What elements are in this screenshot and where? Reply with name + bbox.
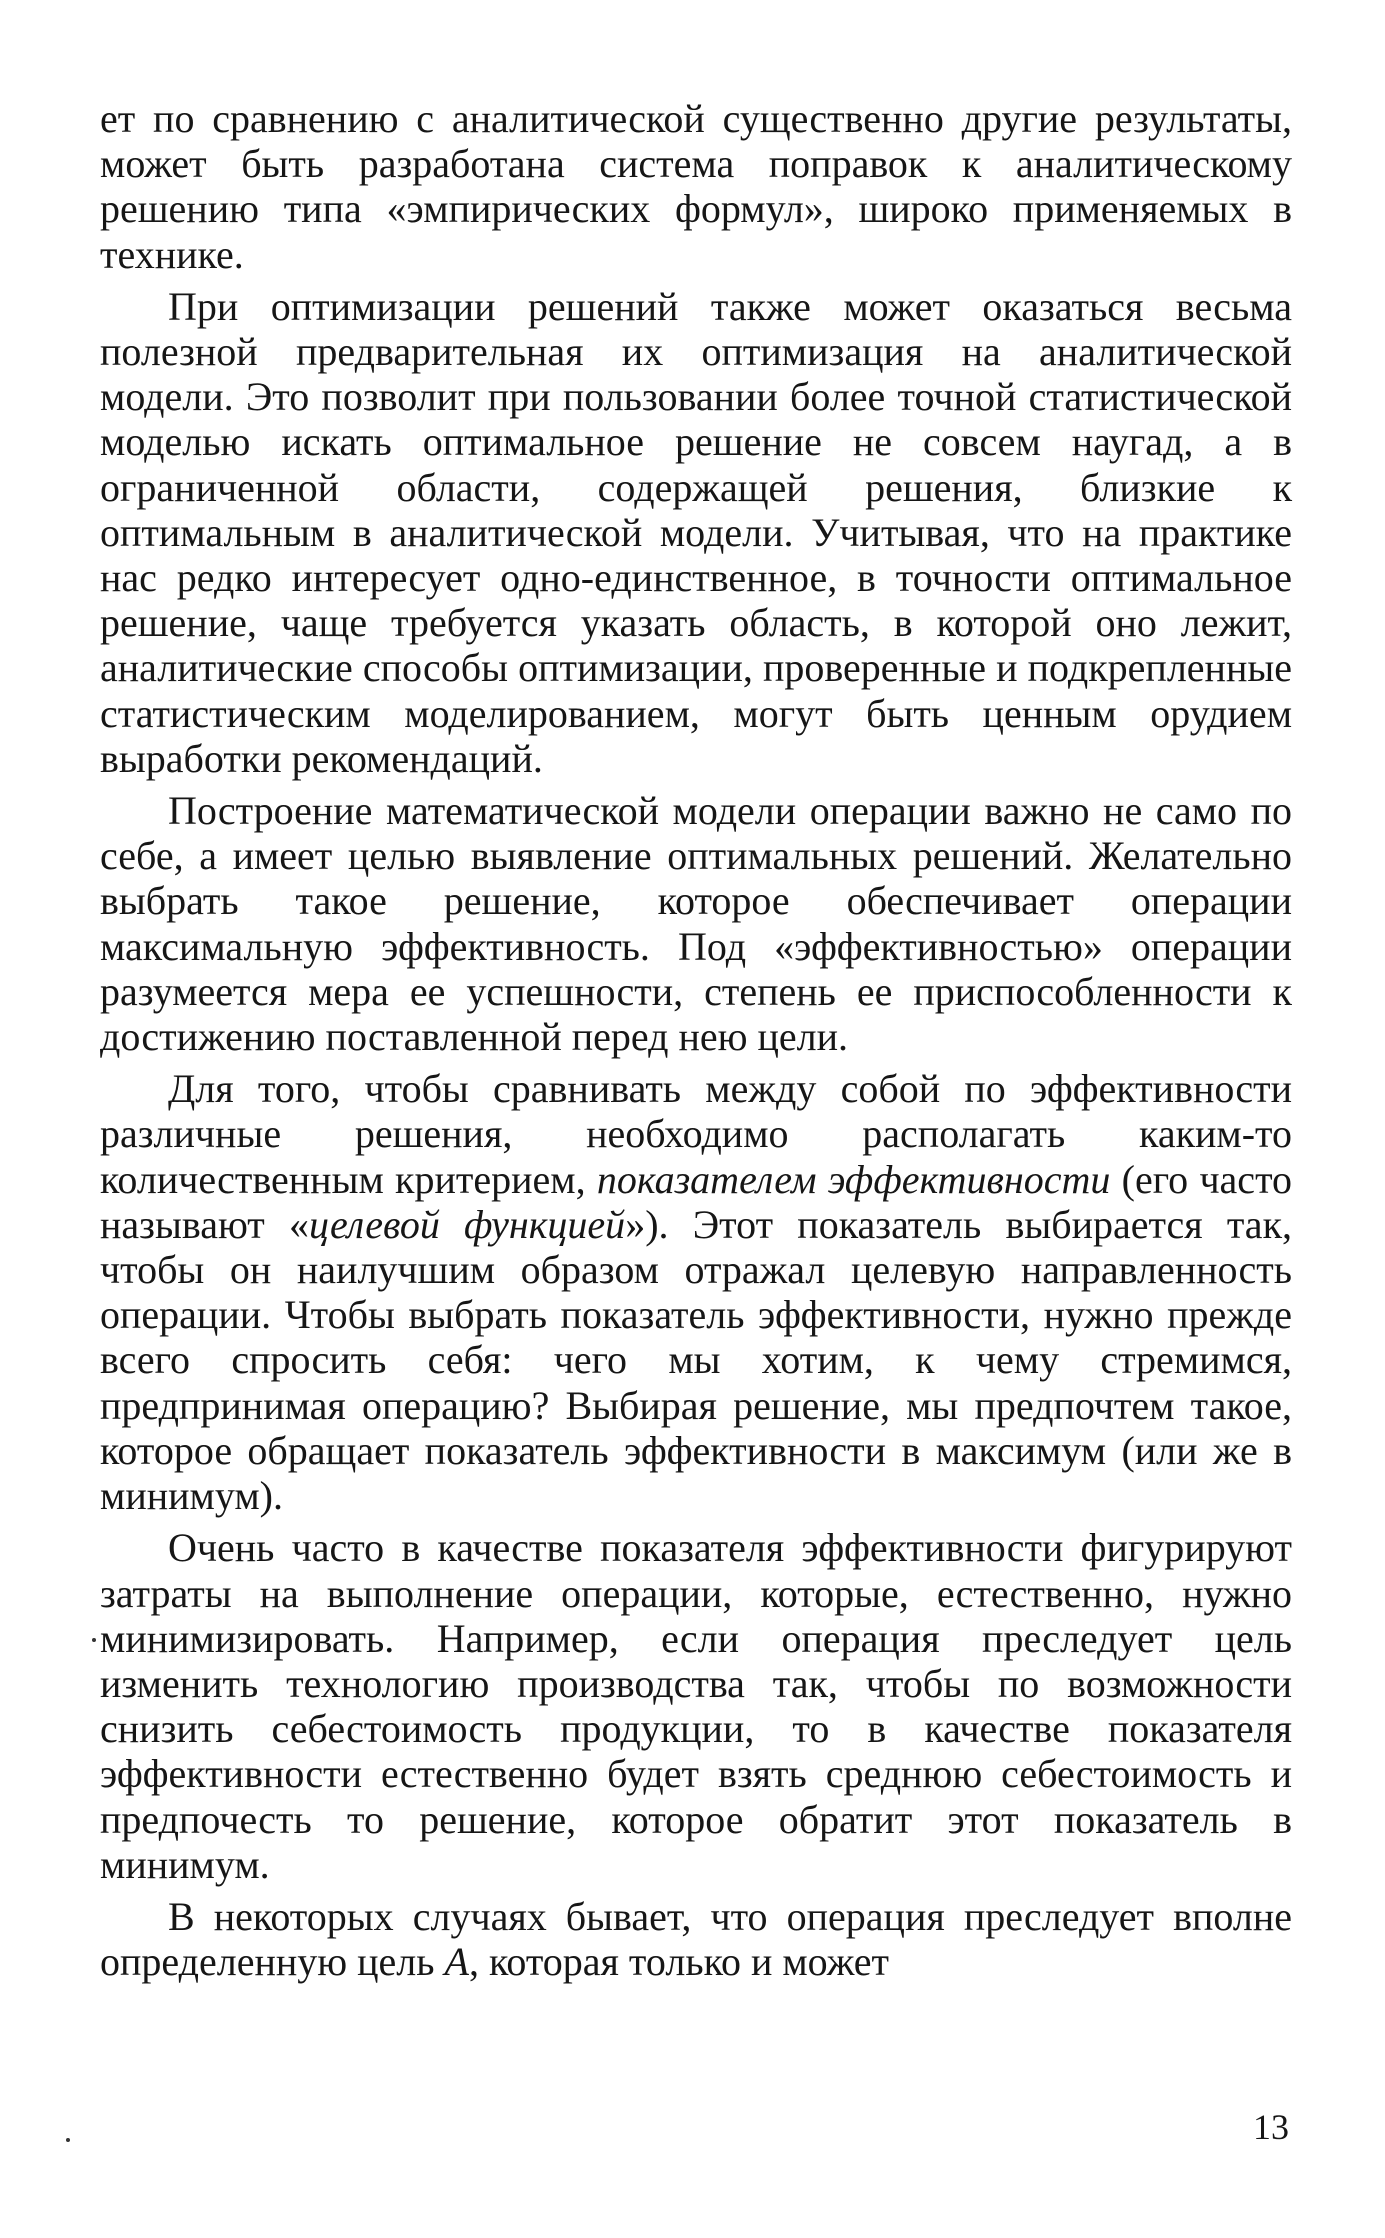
text-run: Для того, чтобы сравнивать между собой по эффективности различные решения, необходимо располагать каким-то количественным критерием,: [100, 1066, 1292, 1202]
italic-term: целевой функцией: [309, 1201, 626, 1247]
paragraph-3: [100, 788, 1292, 1059]
paragraph-4: [100, 1066, 1292, 1518]
text-run: (его часто называют «: [100, 1156, 1293, 1247]
text-run: Построение математической модели операции важно не само по себе, а имеет целью выявление оптимальных решений. Желательно выбрать такое решение, которое обеспечивает операции максимальную эффективность. Под «эффективностью» операции разумеется мера ее успешности, степень ее приспособленности к достижению поставленной перед нею цели.: [100, 788, 1292, 1060]
paragraph-2: [100, 284, 1292, 781]
text-run: При оптимизации решений также может оказаться весьма полезной предварительная их оптимизация на аналитической модели. Это позволит при пользовании более точной статистической моделью искать оптимальное решение не совсем наугад, а в ограниченной области, содержащей решения, близкие к оптимальным в аналитической модели. Учитывая, что на практике нас редко интересует одно-единственное, в точности оптимальное решение, чаще требуется указать область, в которой оно лежит, аналитические способы оптимизации, проверенные и подкрепленные статистическим моделированием, могут быть ценным орудием выработки рекомендаций.: [100, 283, 1292, 781]
text-run: ет по сравнению с аналитической существенно другие результаты, может быть разработана система поправок к аналитическому решению типа «эмпирических формул», широко применяемых в технике.: [100, 96, 1292, 277]
paragraph-5: [100, 1525, 1292, 1887]
print-speck: [92, 1638, 96, 1642]
paragraph-6: [100, 1894, 1292, 1984]
text-run: »). Этот показатель выбирается так, чтобы он наилучшим образом отражал целевую направленность операции. Чтобы выбрать показатель эффективности, нужно прежде всего спросить себя: чего мы хотим, к чему стремимся, предпринимая операцию? Выбирая решение, мы предпочтем такое, которое обращает показатель эффективности в максимум (или же в минимум).: [100, 1201, 1292, 1519]
paragraph-1: [100, 96, 1292, 277]
page-number: 13: [1253, 2107, 1289, 2147]
text-run: Очень часто в качестве показателя эффективности фигурируют затраты на выполнение операции, которые, естественно, нужно минимизировать. Например, если операция преследует цель изменить технологию производства так, чтобы по возможности снизить себестоимость продукции, то в качестве показателя эффективности естественно будет взять среднюю себестоимость и предпочесть то решение, которое обратит этот показатель в минимум.: [100, 1525, 1292, 1887]
body-text: [100, 96, 1292, 1991]
print-speck: [66, 2138, 70, 2142]
text-run: , которая только и может: [468, 1939, 890, 1985]
italic-term: A: [444, 1939, 469, 1985]
italic-term: показателем эффективности: [596, 1156, 1111, 1202]
text-run: В некоторых случаях бывает, что операция преследует вполне определенную цель: [100, 1893, 1292, 1985]
